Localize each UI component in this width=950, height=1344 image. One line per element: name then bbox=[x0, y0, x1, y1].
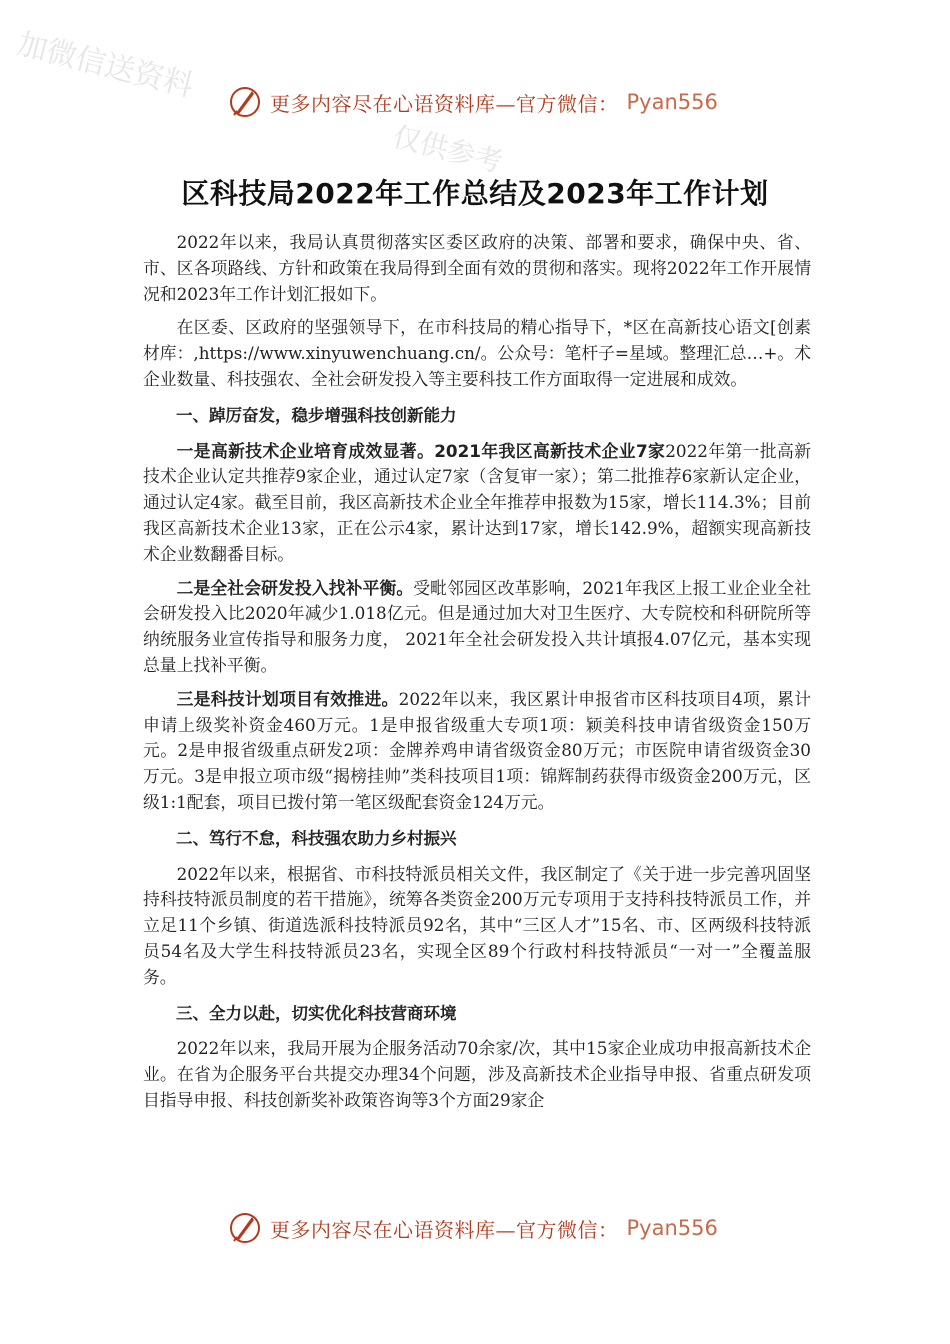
banner-wechat-id: Pyan556 bbox=[626, 1216, 718, 1240]
watermark-top-left: 加微信送资料 bbox=[13, 26, 197, 105]
paragraph-lead: 二是全社会研发投入找补平衡。 bbox=[176, 577, 414, 598]
footer-banner bbox=[228, 1210, 718, 1246]
banner-wechat-id: Pyan556 bbox=[626, 90, 718, 114]
section-heading-2: 二、笃行不怠，科技强农助力乡村振兴 bbox=[176, 828, 457, 848]
header-banner bbox=[228, 84, 718, 120]
paragraph-projects bbox=[143, 687, 811, 816]
paragraph-text: 受毗邻园区改革影响，2021年我区上报工业企业全社会研发投入比2020年减少1.018亿元。但是通过加大对卫生医疗、大专院校和科研院所等纳统服务业宣传指导和服务力度， 2021年全社会研发投入共计填报4.07亿元，基本实现总量上找补平衡。 bbox=[143, 577, 811, 675]
banner-text: 更多内容尽在心语资料库—官方微信： bbox=[270, 91, 619, 116]
quill-logo-icon bbox=[228, 1211, 262, 1245]
paragraph-business-env: 2022年以来，我局开展为企服务活动70余家/次，其中15家企业成功申报高新技术企业。在省为企服务平台共提交办理34个问题，涉及高新技术企业指导申报、省重点研发项目指导申报、科技创新奖补政策咨询等3个方面29家企 bbox=[143, 1038, 811, 1110]
document-title: 区科技局2022年工作总结及2023年工作计划 bbox=[181, 177, 769, 210]
document-body bbox=[143, 230, 811, 1122]
quill-logo-icon bbox=[228, 85, 262, 119]
watermark-top-center: 仅供参考 bbox=[389, 119, 506, 180]
paragraph-overview: 在区委、区政府的坚强领导下，在市科技局的精心指导下，*区在高新技心语文[创素材库：,https://www.xinyuwenchuang.cn/。公众号：笔杆子=星域。整理汇总…+。术企业数量、科技强农、全社会研发投入等主要科技工作方面取得一定进展和成效。 bbox=[143, 317, 811, 389]
paragraph-lead: 三是科技计划项目有效推进。 bbox=[176, 688, 399, 709]
paragraph-text: 2022年第一批高新技术企业认定共推荐9家企业，通过认定7家（含复审一家）；第二批推荐6家新认定企业，通过认定4家。截至目前，我区高新技术企业全年推荐申报数为15家，增长114.3%；目前我区高新技术企业13家，正在公示4家，累计达到17家，增长142.9%，超额实现高新技术企业数翻番目标。 bbox=[143, 440, 811, 564]
paragraph-intro: 2022年以来，我局认真贯彻落实区委区政府的决策、部署和要求，确保中央、省、市、区各项路线、方针和政策在我局得到全面有效的贯彻和落实。现将2022年工作开展情况和2023年工作计划汇报如下。 bbox=[143, 232, 811, 304]
paragraph-lead: 一是高新技术企业培育成效显著。2021年我区高新技术企业7家 bbox=[176, 440, 666, 461]
section-heading-3: 三、全力以赴，切实优化科技营商环境 bbox=[176, 1003, 457, 1023]
banner-text: 更多内容尽在心语资料库—官方微信： bbox=[270, 1217, 619, 1242]
paragraph-rd-investment bbox=[143, 576, 811, 679]
paragraph-high-tech bbox=[143, 439, 811, 568]
paragraph-rural: 2022年以来，根据省、市科技特派员相关文件，我区制定了《关于进一步完善巩固坚持科技特派员制度的若干措施》，统筹各类资金200万元专项用于支持科技特派员工作，并立足11个乡镇、街道选派科技特派员92名，其中“三区人才”15名、市、区两级科技特派员54名及大学生科技特派员23名，实现全区89个行政村科技特派员“一对一”全覆盖服务。 bbox=[143, 863, 811, 987]
section-heading-1: 一、踔厉奋发，稳步增强科技创新能力 bbox=[176, 405, 457, 425]
paragraph-text: 2022年以来，我区累计申报省市区科技项目4项，累计申请上级奖补资金460万元。1是申报省级重大专项1项：颖美科技申请省级资金150万元。2是申报省级重点研发2项：金牌养鸡申请省级资金80万元；市医院申请省级资金30万元。3是申报立项市级“揭榜挂帅”类科技项目1项：锦辉制药获得市级资金200万元，区级1:1配套，项目已拨付第一笔区级配套资金124万元。 bbox=[143, 688, 811, 812]
